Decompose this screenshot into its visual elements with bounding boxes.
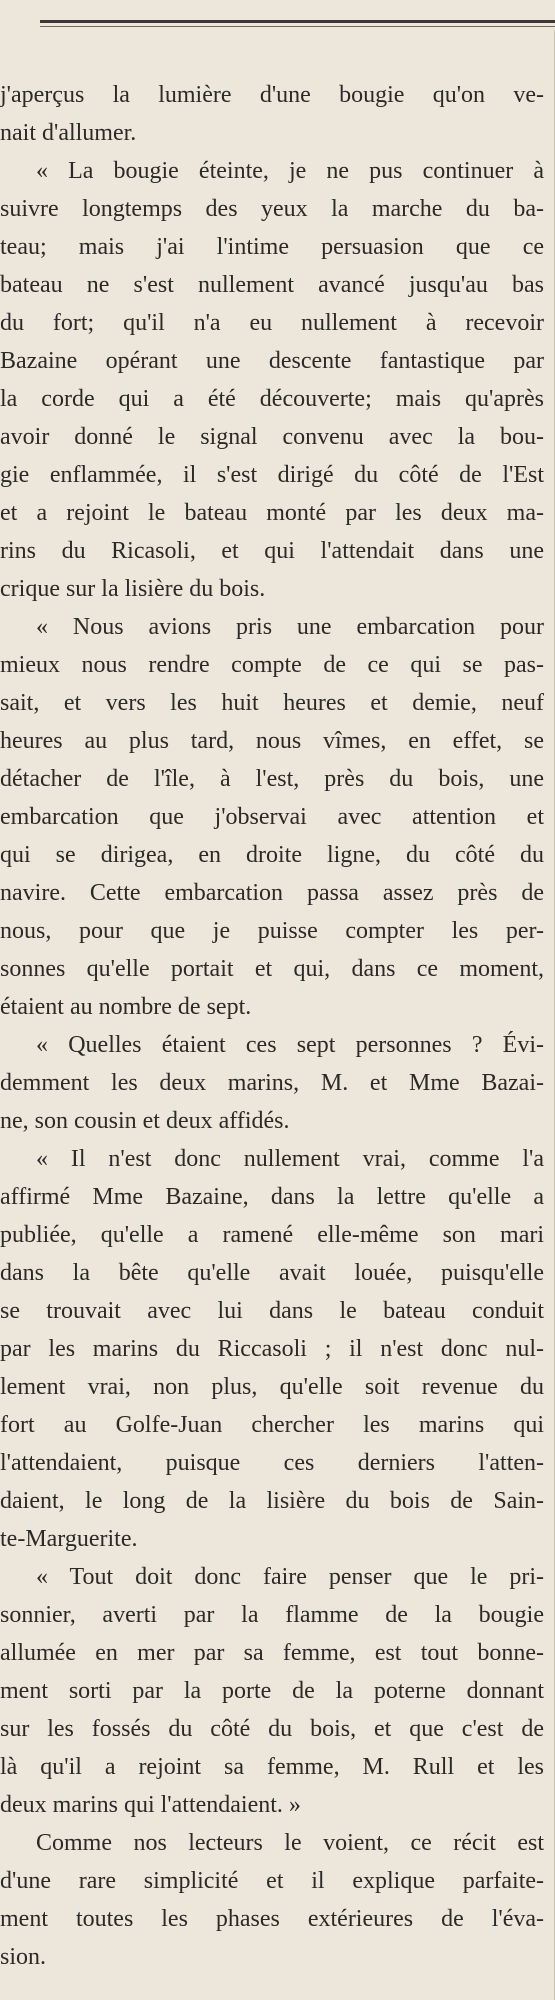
article-line: étaient au nombre de sept.	[0, 994, 252, 1020]
top-rule	[40, 20, 555, 23]
article-line: allumée en mer par sa femme, est tout bonne-	[0, 1640, 544, 1666]
article-line: teau; mais j'ai l'intime persuasion que ce	[0, 234, 544, 260]
article-line: publiée, qu'elle a ramené elle-même son mari	[0, 1222, 544, 1248]
article-line: suivre longtemps des yeux la marche du ba-	[0, 196, 544, 222]
article-line: navire. Cette embarcation passa assez près de	[0, 880, 544, 906]
article-line: l'attendaient, puisque ces derniers l'atten-	[0, 1450, 544, 1476]
article-line: par les marins du Riccasoli ; il n'est donc nul-	[0, 1336, 544, 1362]
article-line: ne, son cousin et deux affidés.	[0, 1108, 290, 1134]
article-line: lement vrai, non plus, qu'elle soit revenue du	[0, 1374, 544, 1400]
article-line: gie enflammée, il s'est dirigé du côté de l'Est	[0, 462, 544, 488]
article-line: « Tout doit donc faire penser que le pri-	[36, 1564, 544, 1590]
article-line: « Quelles étaient ces sept personnes ? Évi-	[36, 1032, 544, 1058]
article-line: nous, pour que je puisse compter les per-	[0, 918, 544, 944]
article-line: là qu'il a rejoint sa femme, M. Rull et les	[0, 1754, 544, 1780]
article-line: sion.	[0, 1944, 47, 1970]
article-line: la corde qui a été découverte; mais qu'après	[0, 386, 544, 412]
article-line: se trouvait avec lui dans le bateau conduit	[0, 1298, 544, 1324]
article-line: Comme nos lecteurs le voient, ce récit est	[36, 1830, 544, 1856]
article-line: ment sorti par la porte de la poterne donnant	[0, 1678, 544, 1704]
article-line: « Il n'est donc nullement vrai, comme l'a	[36, 1146, 544, 1172]
article-line: du fort; qu'il n'a eu nullement à recevoir	[0, 310, 544, 336]
article-line: avoir donné le signal convenu avec la bou-	[0, 424, 544, 450]
article-line: sait, et vers les huit heures et demie, neuf	[0, 690, 544, 716]
article-line: ment toutes les phases extérieures de l'éva-	[0, 1906, 544, 1932]
article-line: détacher de l'île, à l'est, près du bois, une	[0, 766, 544, 792]
article-line: deux marins qui l'attendaient. »	[0, 1792, 301, 1818]
article-line: mieux nous rendre compte de ce qui se pas-	[0, 652, 544, 678]
article-line: crique sur la lisière du bois.	[0, 576, 266, 602]
article-line: j'aperçus la lumière d'une bougie qu'on ve-	[0, 82, 544, 108]
article-line: et a rejoint le bateau monté par les deux ma-	[0, 500, 544, 526]
article-line: Bazaine opérant une descente fantastique par	[0, 348, 544, 374]
article-line: « La bougie éteinte, je ne pus continuer à	[36, 158, 544, 184]
article-line: affirmé Mme Bazaine, dans la lettre qu'elle a	[0, 1184, 544, 1210]
article-line: fort au Golfe-Juan chercher les marins qui	[0, 1412, 544, 1438]
article-line: heures au plus tard, nous vîmes, en effet, se	[0, 728, 544, 754]
article-line: sonnes qu'elle portait et qui, dans ce moment,	[0, 956, 544, 982]
article-line: dans la bête qu'elle avait louée, puisqu'elle	[0, 1260, 544, 1286]
article-line: d'une rare simplicité et il explique parfaite-	[0, 1868, 544, 1894]
article-line: qui se dirigea, en droite ligne, du côté du	[0, 842, 544, 868]
article-line: sur les fossés du côté du bois, et que c'est de	[0, 1716, 544, 1742]
article-line: te-Marguerite.	[0, 1526, 138, 1552]
article-line: embarcation que j'observai avec attention et	[0, 804, 544, 830]
top-rule-thin	[40, 26, 555, 27]
article-line: daient, le long de la lisière du bois de Sain-	[0, 1488, 544, 1514]
article-line: demment les deux marins, M. et Mme Bazai-	[0, 1070, 544, 1096]
article-line: sonnier, averti par la flamme de la bougie	[0, 1602, 544, 1628]
article-line: « Nous avions pris une embarcation pour	[36, 614, 544, 640]
article-line: nait d'allumer.	[0, 120, 137, 146]
article-line: rins du Ricasoli, et qui l'attendait dans une	[0, 538, 544, 564]
article-line: bateau ne s'est nullement avancé jusqu'au bas	[0, 272, 544, 298]
